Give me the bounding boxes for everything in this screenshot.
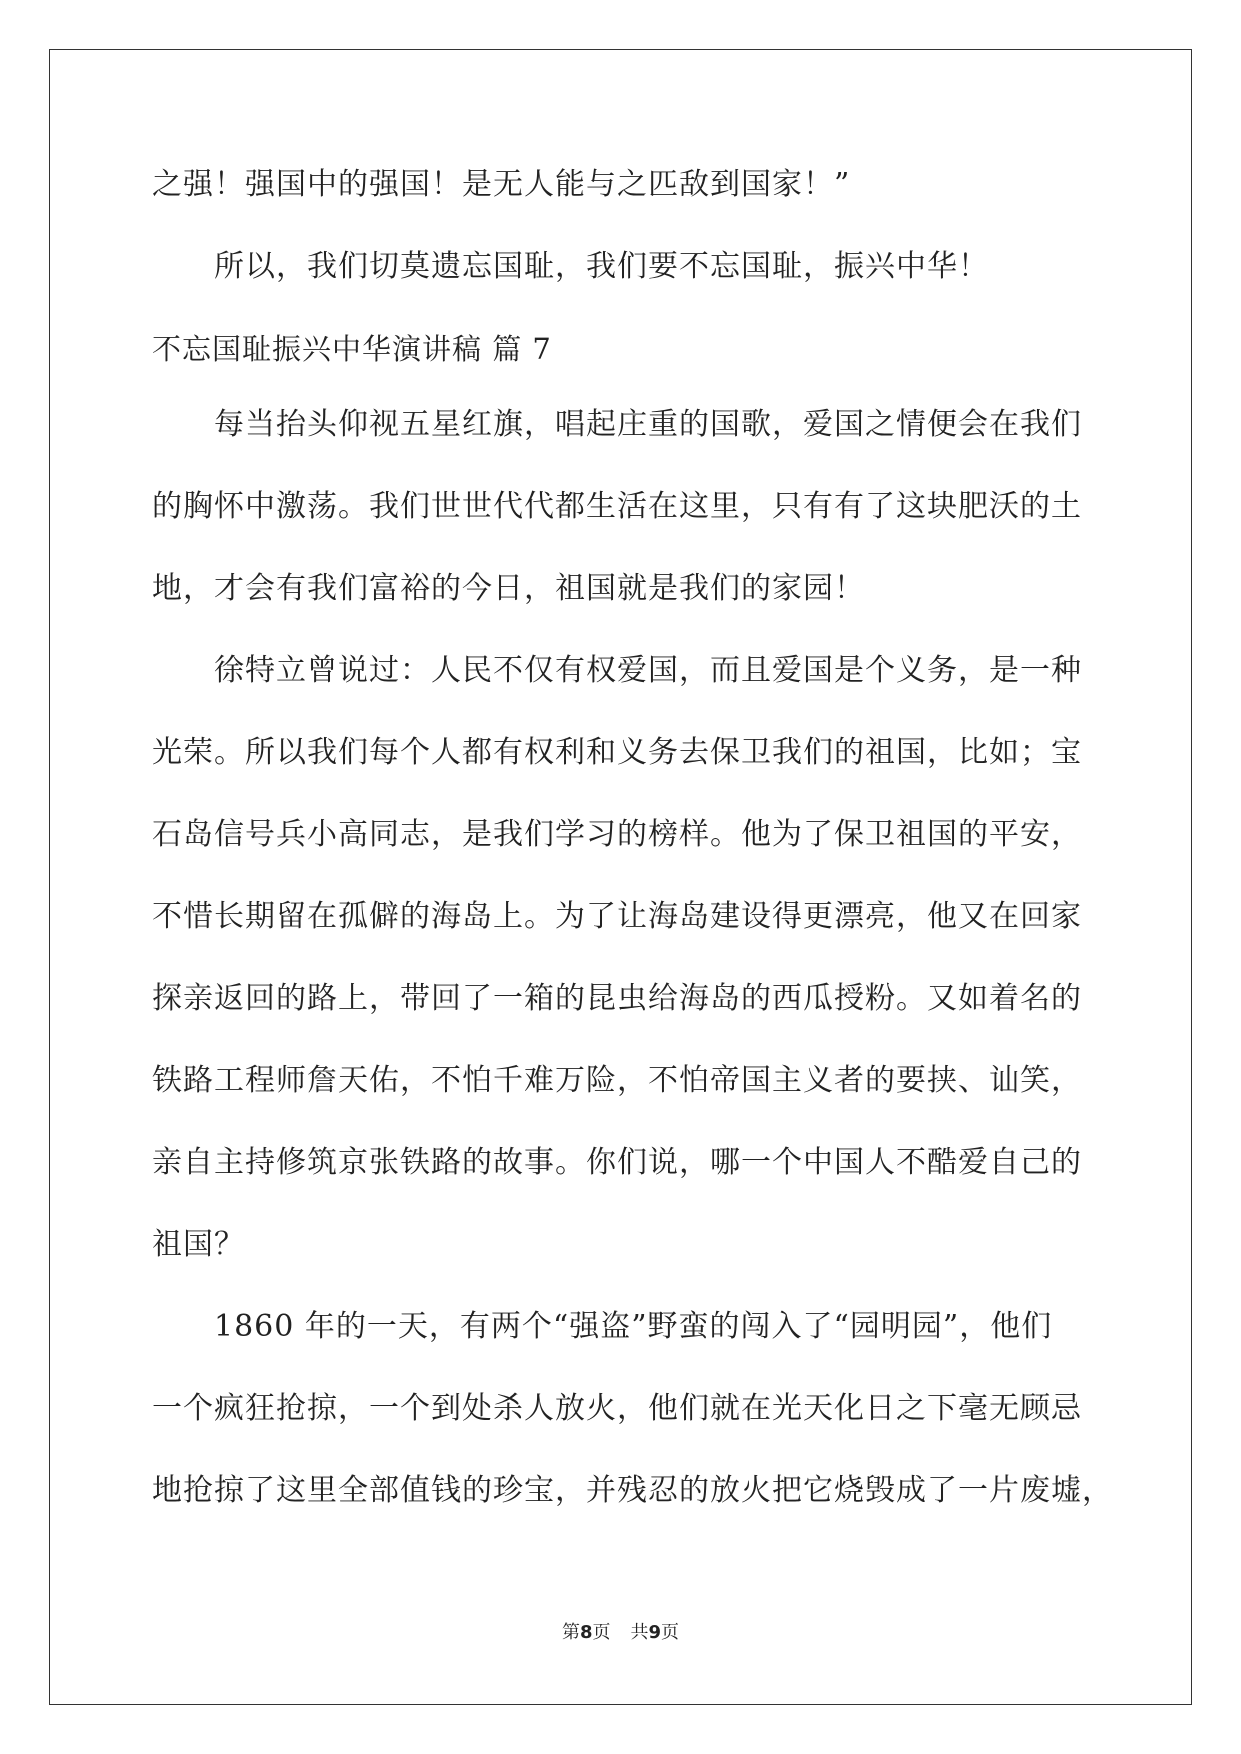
text-line: 1860 年的一天，有两个“强盗”野蛮的闯入了“园明园”，他们 (214, 1309, 1053, 1344)
text-line: 一个疯狂抢掠，一个到处杀人放火，他们就在光天化日之下毫无顾忌 (152, 1391, 1082, 1426)
text-line: 亲自主持修筑京张铁路的故事。你们说，哪一个中国人不酷爱自己的 (152, 1145, 1082, 1180)
total-suffix: 页 (661, 1622, 680, 1643)
document-body (152, 160, 1113, 1548)
text-line: 探亲返回的路上，带回了一箱的昆虫给海岛的西瓜授粉。又如着名的 (152, 981, 1082, 1016)
section-heading: 不忘国耻振兴中华演讲稿 篇 7 (152, 332, 552, 366)
page-prefix: 第 (561, 1622, 580, 1643)
text-line: 石岛信号兵小高同志，是我们学习的榜样。他为了保卫祖国的平安， (152, 817, 1082, 852)
text-line: 祖国？ (152, 1227, 245, 1262)
text-line: 每当抬头仰视五星红旗，唱起庄重的国歌，爱国之情便会在我们 (214, 407, 1082, 442)
text-line: 光荣。所以我们每个人都有权利和义务去保卫我们的祖国，比如；宝 (152, 735, 1082, 770)
page-total-number: 9 (648, 1622, 662, 1643)
text-line: 不惜长期留在孤僻的海岛上。为了让海岛建设得更漂亮，他又在回家 (152, 899, 1082, 934)
text-line: 地抢掠了这里全部值钱的珍宝，并残忍的放火把它烧毁成了一片废墟， (152, 1473, 1113, 1508)
text-line: 的胸怀中激荡。我们世世代代都生活在这里，只有有了这块肥沃的土 (152, 489, 1082, 524)
text-line: 地，才会有我们富裕的今日，祖国就是我们的家园！ (152, 571, 865, 606)
text-line: 铁路工程师詹天佑，不怕千难万险，不怕帝国主义者的要挟、讪笑， (152, 1063, 1082, 1098)
text-line: 所以，我们切莫遗忘国耻，我们要不忘国耻，振兴中华！ (214, 249, 989, 284)
page-suffix: 页 (592, 1622, 611, 1643)
text-line: 之强！强国中的强国！是无人能与之匹敌到国家！” (152, 167, 851, 202)
page-current-number: 8 (579, 1622, 593, 1643)
text-line: 徐特立曾说过：人民不仅有权爱国，而且爱国是个义务，是一种 (214, 653, 1082, 688)
total-prefix: 共 (630, 1622, 649, 1643)
page-footer (0, 1618, 1241, 1644)
